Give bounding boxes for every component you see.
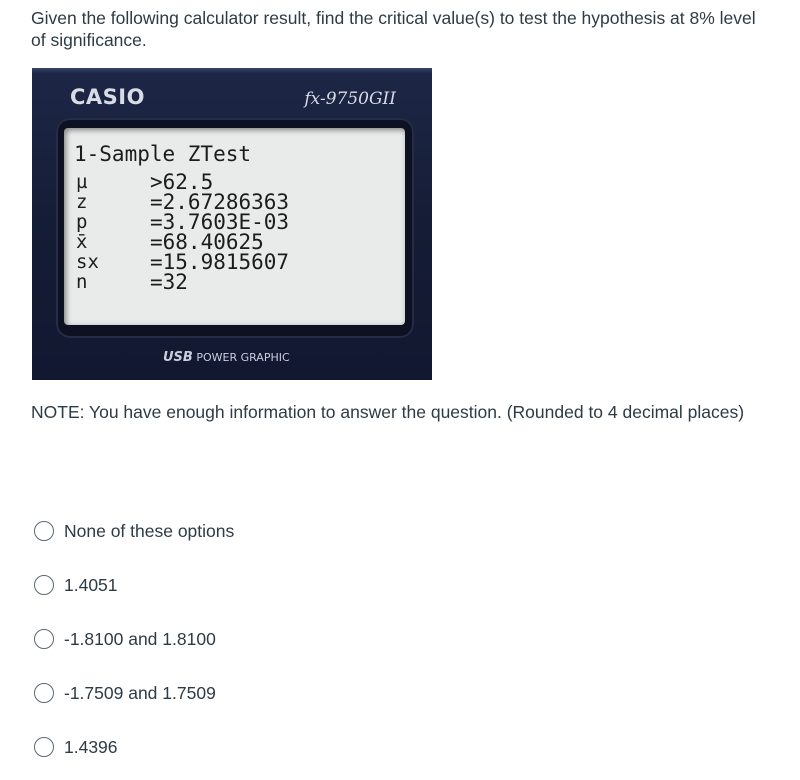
answer-option-label[interactable]: 1.4051 <box>64 574 118 595</box>
lcd-value: =15.9815607 <box>150 250 290 274</box>
calculator-brand-logo: CASIO <box>70 85 145 109</box>
lcd-symbol: x̄ <box>76 231 88 253</box>
calculator-footer-label <box>163 350 290 365</box>
answer-option[interactable] <box>34 681 216 705</box>
calculator-model-label: fx-9750GII <box>304 89 396 109</box>
footer-power-graphic-text: POWER GRAPHIC <box>196 351 290 364</box>
radio-button[interactable] <box>34 629 54 649</box>
answer-option-label[interactable]: 1.4396 <box>64 736 118 757</box>
lcd-value: =32 <box>150 270 188 294</box>
lcd-symbol: p <box>76 211 88 233</box>
lcd-symbol: n <box>76 271 88 293</box>
question-text: Given the following calculator result, find the critical value(s) to test the hypothesis at 8% level of significance. <box>31 8 756 50</box>
lcd-title: 1-Sample ZTest <box>74 142 252 166</box>
answer-option-label[interactable]: -1.7509 and 1.7509 <box>64 682 216 703</box>
lcd-symbol: µ <box>76 171 88 193</box>
note-text: NOTE: You have enough information to answer the question. (Rounded to 4 decimal places) <box>31 402 745 422</box>
radio-button[interactable] <box>34 575 54 595</box>
lcd-value: >62.5 <box>150 170 214 194</box>
lcd-value: =68.40625 <box>150 230 264 254</box>
radio-button[interactable] <box>34 521 54 541</box>
lcd-symbol: z <box>76 191 88 213</box>
answer-option[interactable] <box>34 573 118 597</box>
footer-usb-text: USB <box>163 350 193 365</box>
answer-option[interactable] <box>34 735 118 759</box>
radio-button[interactable] <box>34 683 54 703</box>
answer-option-label[interactable]: None of these options <box>64 520 235 541</box>
lcd-value: =2.67286363 <box>150 190 290 214</box>
calculator-lcd-screen <box>64 128 405 325</box>
radio-button[interactable] <box>34 737 54 757</box>
answer-option-label[interactable]: -1.8100 and 1.8100 <box>64 628 216 649</box>
answer-option[interactable] <box>34 519 234 543</box>
lcd-value: =3.7603E-03 <box>150 210 290 234</box>
lcd-symbol: sx <box>76 251 99 273</box>
answer-option[interactable] <box>34 627 216 651</box>
calculator-screenshot <box>32 68 432 380</box>
